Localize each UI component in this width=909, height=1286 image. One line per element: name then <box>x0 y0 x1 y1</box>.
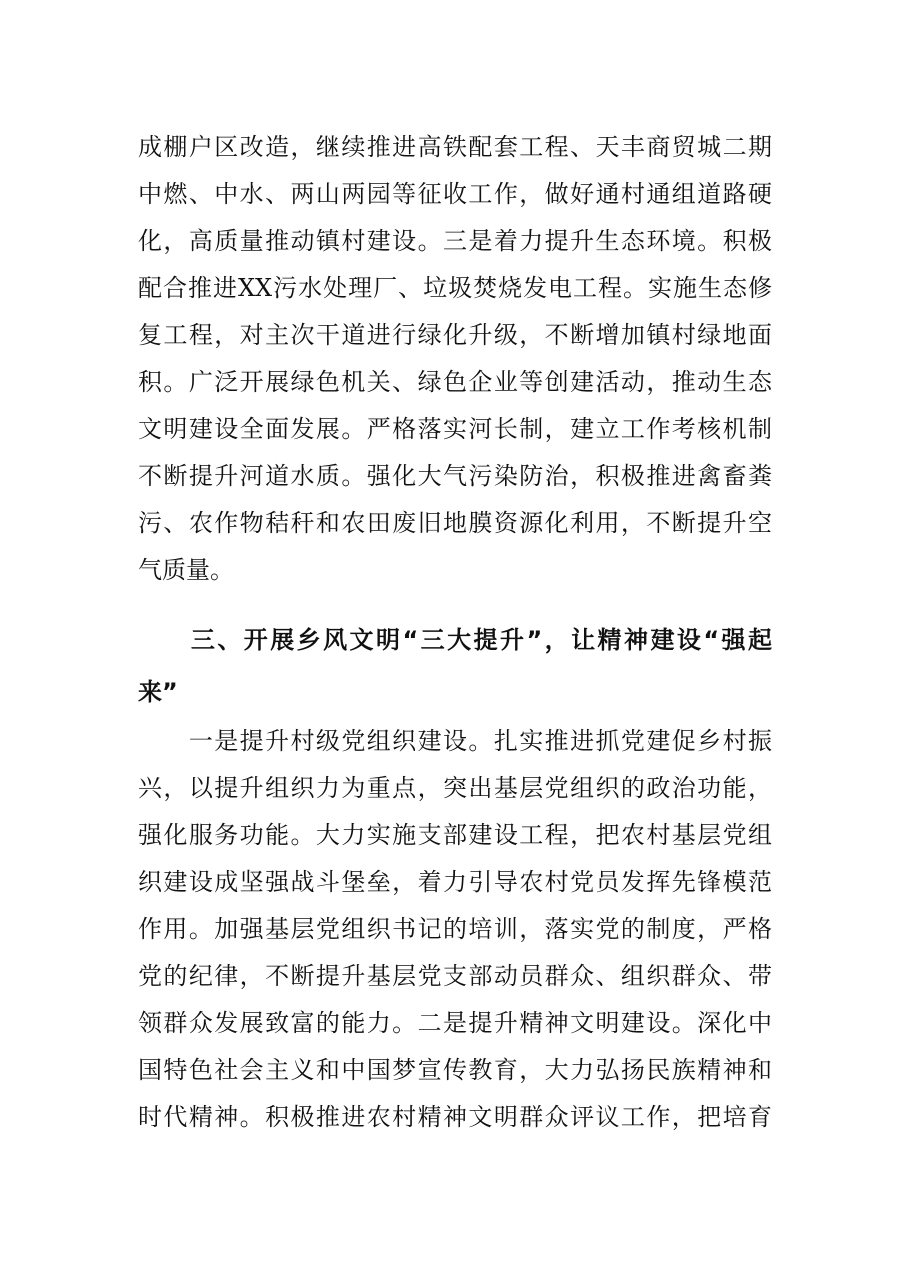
text-line: 成棚户区改造，继续推进高铁配套工程、天丰商贸城二期 <box>138 133 772 161</box>
section-heading <box>138 614 772 718</box>
text-line: 气质量。 <box>138 556 234 584</box>
text-line: 化，高质量推动镇村建设。三是着力提升生态环境。积极 <box>138 227 772 255</box>
text-line: 配合推进XX污水处理厂、垃圾焚烧发电工程。实施生态修 <box>138 274 772 302</box>
text-line: 织建设成坚强战斗堡垒，着力引导农村党员发挥先锋模范 <box>138 868 772 896</box>
text-line: 时代精神。积极推进农村精神文明群众评议工作，把培育 <box>138 1103 772 1131</box>
body-paragraph-continued <box>138 124 772 594</box>
text-line: 文明建设全面发展。严格落实河长制，建立工作考核机制 <box>138 415 772 443</box>
text-line: 兴，以提升组织力为重点，突出基层党组织的政治功能， <box>138 774 772 802</box>
text-line: 不断提升河道水质。强化大气污染防治，积极推进禽畜粪 <box>138 462 772 490</box>
heading-line: 来” <box>138 678 178 706</box>
text-line: 强化服务功能。大力实施支部建设工程，把农村基层党组 <box>138 821 772 849</box>
text-line: 党的纪律，不断提升基层党支部动员群众、组织群众、带 <box>138 962 772 990</box>
text-line: 一是提升村级党组织建设。扎实推进抓党建促乡村振 <box>138 727 772 755</box>
text-line: 中燃、中水、两山两园等征收工作，做好通村通组道路硬 <box>138 180 772 208</box>
text-line: 作用。加强基层党组织书记的培训，落实党的制度，严格 <box>138 915 772 943</box>
text-line: 污、农作物秸秆和农田废旧地膜资源化利用，不断提升空 <box>138 509 772 537</box>
body-paragraph <box>138 718 772 1141</box>
text-line: 复工程，对主次干道进行绿化升级，不断增加镇村绿地面 <box>138 321 772 349</box>
text-line: 国特色社会主义和中国梦宣传教育，大力弘扬民族精神和 <box>138 1056 772 1084</box>
heading-line: 三、开展乡风文明“三大提升”，让精神建设“强起 <box>138 626 772 654</box>
text-line: 积。广泛开展绿色机关、绿色企业等创建活动，推动生态 <box>138 368 772 396</box>
text-line: 领群众发展致富的能力。二是提升精神文明建设。深化中 <box>138 1009 772 1037</box>
